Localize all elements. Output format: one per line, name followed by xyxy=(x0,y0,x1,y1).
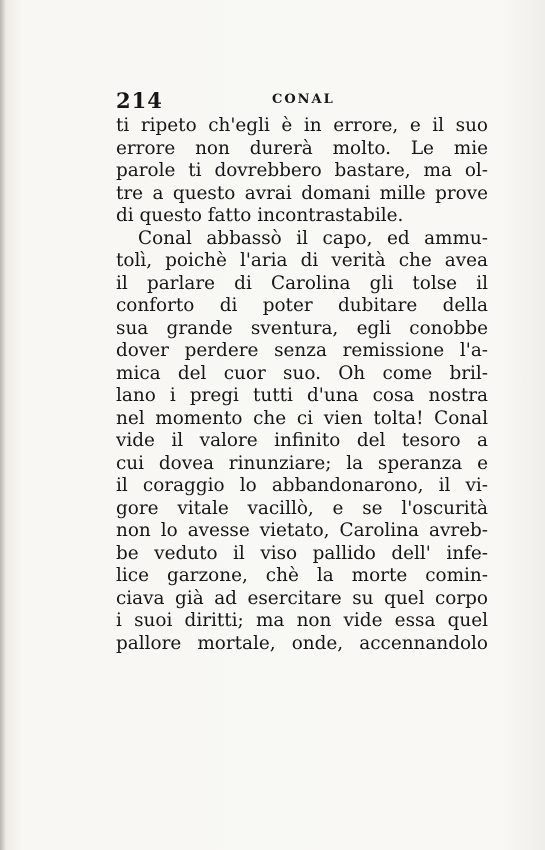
text-line: gore vitale vacillò, e se l'oscurità xyxy=(116,497,488,519)
text-line: ti ripeto ch'egli è in errore, e il suo xyxy=(116,115,488,136)
text-line: lano i pregi tutti d'una cosa nostra xyxy=(116,385,488,406)
text-line: lice garzone, chè la morte comin- xyxy=(116,565,488,586)
text-line: Conal abbassò il capo, ed ammu- xyxy=(138,227,488,249)
gutter-shadow xyxy=(0,0,6,850)
page-header xyxy=(116,88,488,114)
text-line: i suoi diritti; ma non vide essa quel xyxy=(116,610,488,631)
text-line: tre a questo avrai domani mille prove xyxy=(116,182,488,204)
page-number: 214 xyxy=(116,88,163,113)
text-line: nel momento che ci vien tolta! Conal xyxy=(116,407,488,429)
text-line: il parlare di Carolina gli tolse il xyxy=(116,272,488,294)
text-line: parole ti dovrebbero bastare, ma ol- xyxy=(116,160,488,181)
text-line: di questo fatto incontrastabile. xyxy=(116,205,404,226)
text-line: ciava già ad esercitare su quel corpo xyxy=(116,587,488,609)
text-line: non lo avesse vietato, Carolina avreb- xyxy=(116,520,488,541)
text-line: tolì, poichè l'aria di verità che avea xyxy=(116,250,488,271)
text-line: sua grande sventura, egli conobbe xyxy=(116,317,488,339)
text-line: conforto di poter dubitare della xyxy=(116,295,488,316)
text-line: dover perdere senza remissione l'a- xyxy=(116,340,488,361)
text-line: mica del cuor suo. Oh come bril- xyxy=(116,362,488,384)
body-text xyxy=(116,115,488,655)
text-line: il coraggio lo abbandonarono, il vi- xyxy=(116,475,488,496)
text-line: errore non durerà molto. Le mie xyxy=(116,137,488,159)
text-line: cui dovea rinunziare; la speranza e xyxy=(116,452,488,474)
text-line: be veduto il viso pallido dell' infe- xyxy=(116,542,488,564)
text-line: vide il valore infinito del tesoro a xyxy=(116,430,488,451)
text-line: pallore mortale, onde, accennandolo xyxy=(116,632,488,654)
running-head: CONAL xyxy=(272,92,335,107)
